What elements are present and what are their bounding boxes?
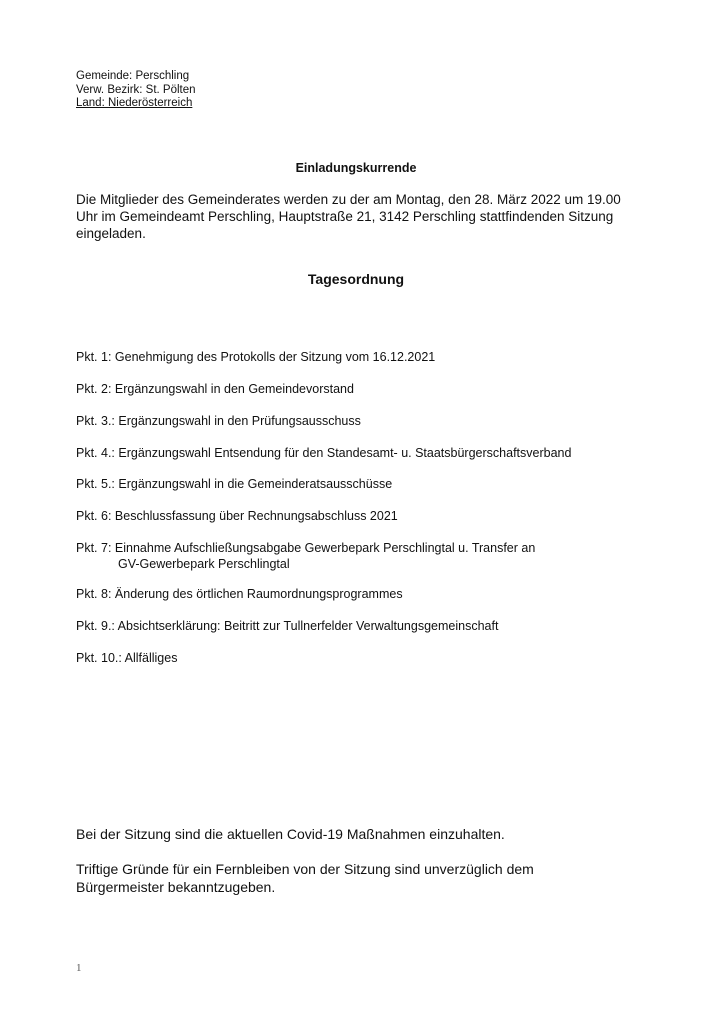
page-number: 1 bbox=[76, 962, 82, 974]
covid-note: Bei der Sitzung sind die aktuellen Covid-19 Maßnahmen einzuhalten. bbox=[76, 826, 505, 842]
agenda-item-1 bbox=[76, 349, 435, 365]
agenda-item-5 bbox=[76, 476, 392, 492]
absence-note-line-2: Bürgermeister bekanntzugeben. bbox=[76, 879, 276, 895]
agenda-heading: Tagesordnung bbox=[307, 271, 405, 287]
agenda-item-text: Pkt. 5.: Ergänzungswahl in die Gemeinderatsausschüsse bbox=[76, 477, 393, 491]
absence-note bbox=[76, 860, 534, 896]
agenda-item-6 bbox=[76, 508, 398, 524]
agenda-item-text: Pkt. 3.: Ergänzungswahl in den Prüfungsausschuss bbox=[76, 414, 361, 428]
agenda-item-text: Pkt. 2: Ergänzungswahl in den Gemeindevorstand bbox=[76, 382, 354, 396]
document-title-text: Einladungskurrende bbox=[295, 161, 417, 175]
header-bezirk: Verw. Bezirk: St. Pölten bbox=[76, 83, 196, 96]
agenda-item-7 bbox=[76, 540, 535, 572]
agenda-item-4 bbox=[76, 445, 571, 461]
agenda-item-8 bbox=[76, 586, 403, 602]
agenda-item-continuation: GV-Gewerbepark Perschlingtal bbox=[118, 557, 290, 571]
document-title bbox=[0, 161, 712, 175]
invitation-line-3: eingeladen. bbox=[76, 226, 146, 241]
agenda-item-3 bbox=[76, 413, 361, 429]
agenda-item-text: Pkt. 7: Einnahme Aufschließungsabgabe Gewerbepark Perschlingtal u. Transfer an bbox=[76, 541, 536, 555]
invitation-text bbox=[76, 191, 636, 242]
agenda-item-2 bbox=[76, 381, 354, 397]
agenda-item-text: Pkt. 8: Änderung des örtlichen Raumordnungsprogrammes bbox=[76, 587, 403, 601]
agenda-item-text: Pkt. 10.: Allfälliges bbox=[76, 651, 178, 665]
agenda-item-10 bbox=[76, 650, 177, 666]
agenda-item-text: Pkt. 6: Beschlussfassung über Rechnungsabschluss 2021 bbox=[76, 509, 398, 523]
municipality-header bbox=[76, 70, 196, 111]
invitation-line-2: Uhr im Gemeindeamt Perschling, Hauptstraße 21, 3142 Perschling stattfindenden Sitzung bbox=[76, 209, 614, 224]
agenda-item-text: Pkt. 4.: Ergänzungswahl Entsendung für den Standesamt- u. Staatsbürgerschaftsverband bbox=[76, 446, 572, 460]
agenda-item-text: Pkt. 9.: Absichtserklärung: Beitritt zur Tullnerfelder Verwaltungsgemeinschaft bbox=[76, 619, 499, 633]
header-gemeinde: Gemeinde: Perschling bbox=[76, 70, 190, 82]
invitation-line-1: Die Mitglieder des Gemeinderates werden zu der am Montag, den 28. März 2022 um 19.00 bbox=[76, 192, 621, 207]
agenda-item-9 bbox=[76, 618, 498, 634]
header-land: Land: Niederösterreich bbox=[76, 97, 193, 109]
agenda-item-text: Pkt. 1: Genehmigung des Protokolls der Sitzung vom 16.12.2021 bbox=[76, 350, 436, 364]
absence-note-line-1: Triftige Gründe für ein Fernbleiben von der Sitzung sind unverzüglich dem bbox=[76, 861, 534, 877]
